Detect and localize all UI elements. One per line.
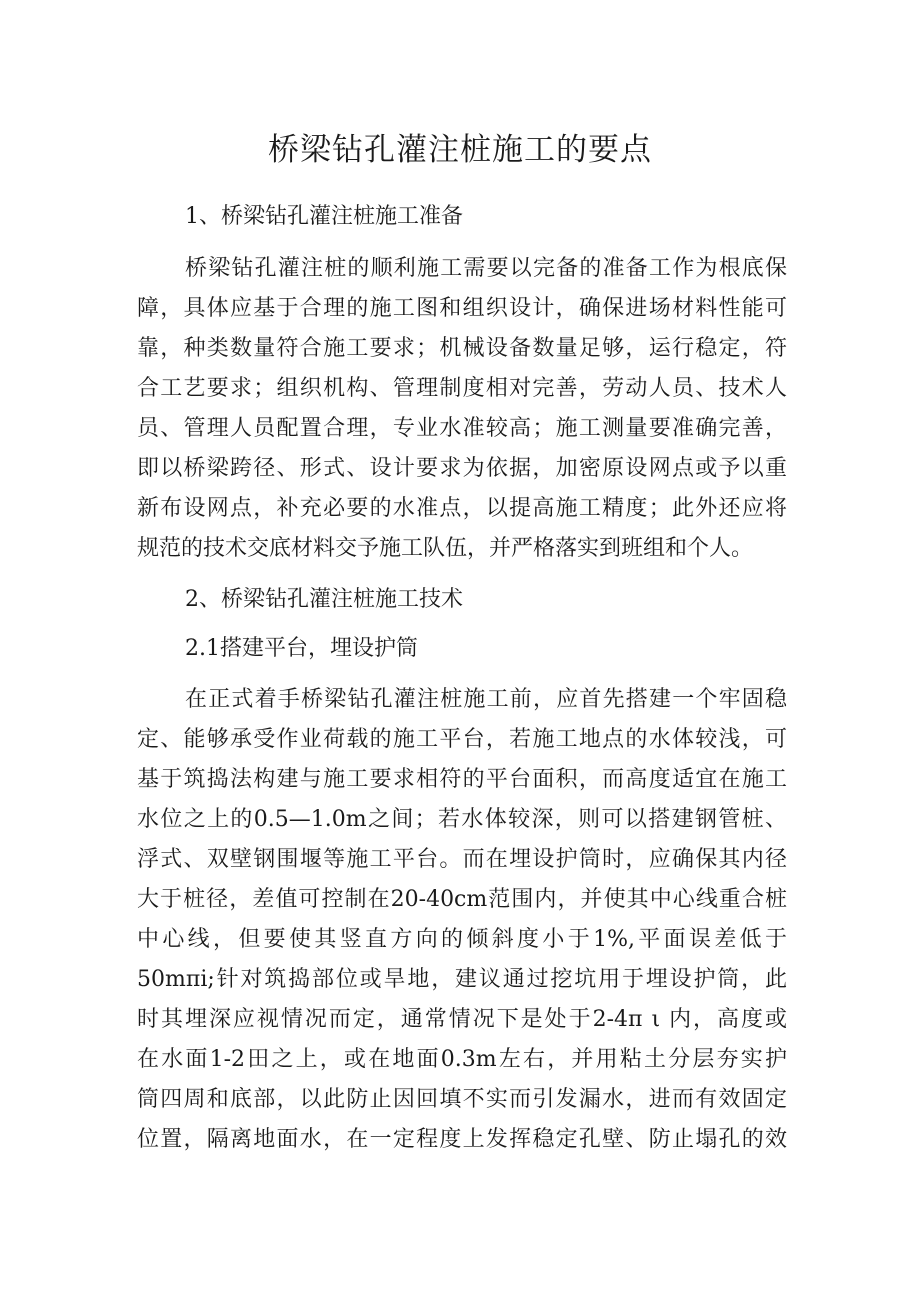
- document-title: 桥梁钻孔灌注桩施工的要点: [268, 132, 652, 168]
- paragraph-1: [137, 249, 787, 569]
- paragraph-line: 新布设网点，补充必要的水准点，以提高施工精度；此外还应将: [137, 496, 787, 521]
- paragraph-line: 靠，种类数量符合施工要求；机械设备数量足够，运行稳定，符: [137, 336, 787, 361]
- paragraph-line: 50mπi;针对筑捣部位或旱地，建议通过挖坑用于埋设护筒，此: [137, 967, 787, 992]
- paragraph-line: 筒四周和底部，以此防止因回填不实而引发漏水，进而有效固定: [137, 1087, 787, 1112]
- paragraph-line: 基于筑捣法构建与施工要求相符的平台面积，而高度适宜在施工: [137, 767, 787, 792]
- paragraph-line: 定、能够承受作业荷载的施工平台，若施工地点的水体较浅，可: [137, 727, 787, 752]
- subsection-heading-2-1: 2.1搭建平台，埋设护筒: [185, 636, 418, 661]
- paragraph-line: 浮式、双壁钢围堰等施工平台。而在埋设护筒时，应确保其内径: [137, 847, 787, 872]
- paragraph-line: 在水面1-2田之上，或在地面0.3m左右，并用粘土分层夯实护: [137, 1047, 787, 1072]
- paragraph-line: 合工艺要求；组织机构、管理制度相对完善，劳动人员、技术人: [137, 376, 787, 401]
- paragraph-line: 员、管理人员配置合理，专业水准较高；施工测量要准确完善，: [137, 416, 787, 441]
- paragraph-line: 规范的技术交底材料交予施工队伍，并严格落实到班组和个人。: [137, 536, 754, 561]
- paragraph-line: 桥梁钻孔灌注桩的顺利施工需要以完备的准备工作为根底保: [185, 256, 787, 281]
- section-heading-2: 2、桥梁钻孔灌注桩施工技术: [185, 587, 463, 612]
- paragraph-line: 时其埋深应视情况而定，通常情况下是处于2-4π ι 内，高度或: [137, 1007, 787, 1032]
- paragraph-line: 障，具体应基于合理的施工图和组织设计，确保进场材料性能可: [137, 296, 787, 321]
- paragraph-line: 位置，隔离地面水，在一定程度上发挥稳定孔壁、防止塌孔的效: [137, 1127, 787, 1152]
- section-heading-1: 1、桥梁钻孔灌注桩施工准备: [185, 204, 463, 229]
- paragraph-line: 水位之上的0.5—1.0m之间；若水体较深，则可以搭建钢管桩、: [137, 807, 787, 832]
- paragraph-line: 即以桥梁跨径、形式、设计要求为依据，加密原设网点或予以重: [137, 456, 787, 481]
- paragraph-2: [137, 680, 787, 1160]
- paragraph-line: 大于桩径，差值可控制在20-40cm范围内，并使其中心线重合桩: [137, 887, 787, 912]
- paragraph-line: 在正式着手桥梁钻孔灌注桩施工前，应首先搭建一个牢固稳: [185, 687, 787, 712]
- paragraph-line: 中心线，但要使其竖直方向的倾斜度小于1%,平面误差低于: [137, 927, 787, 952]
